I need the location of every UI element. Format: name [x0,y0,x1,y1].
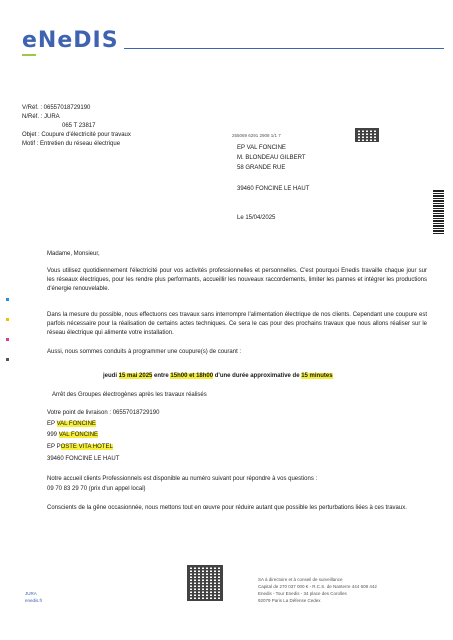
contact-phone[interactable]: 09 70 83 29 70 (prix d'un appel local) [47,486,146,492]
margin-mark-cyan [6,298,9,301]
closing-paragraph: Conscients de la gêne occasionnée, nous mettons tout en œuvre pour réduire autant que possible les perturbations liées à ces travaux. [47,505,407,511]
ref-motif: Motif : Entretien du réseau électrique [22,141,121,147]
logo-accent [22,54,36,56]
outage-schedule: jeudi 15 mai 2025 entre 15h00 et 18h00 d'une durée approximative de 15 minutes [103,373,333,379]
mail-code: 255069 6291 2908 1/1 7 [232,133,281,138]
footer-legal-1: SA à directoire et à conseil de surveillance [258,577,343,582]
ref-nref2: 065 T 23817 [62,123,96,129]
paragraph-2: Dans la mesure du possible, nous effectuons ces travaux sans interrompre l'alimentation électrique de nos clients. Cependant une coupure est parfois nécessaire pour la réalisation de certains actes techniques. Ce sera le cas pour des prochains travaux que nous allons réaliser sur le réseau électrique qui alimente votre installation. [47,312,427,336]
recipient-line-4: 39460 FONCINE LE HAUT [237,186,310,192]
footer-legal-3: Enedis - Tour Enedis - 34 place des Corolles [258,591,347,596]
delivery-line-3: EP POSTE VITA HOTEL [47,444,113,450]
ref-nref: N/Réf. : JURA [22,114,60,120]
mail-barcode [355,128,379,142]
delivery-point: Votre point de livraison : 06557018729190 [47,410,160,416]
margin-mark-black [6,358,9,361]
enedis-logo: eNeDIS [22,28,119,53]
ref-objet: Objet : Coupure d'électricité pour travaux [22,132,131,138]
side-barcode [433,190,444,234]
generator-note: Arrêt des Groupes électrogènes après les travaux réalisés [52,392,207,398]
recipient-line-1: EP VAL FONCINE [237,145,286,151]
margin-mark-magenta [6,338,9,341]
outage-duration: 15 minutes [301,373,333,379]
paragraph-3: Aussi, nous sommes conduits à programmer une coupure(s) de courant : [47,349,242,355]
contact-text: Notre accueil clients Professionnels est disponible au numéro suivant pour répondre à vos questions : [47,476,318,482]
footer-qr-code [187,565,223,601]
ref-vref: V/Réf. : 06557018729190 [22,105,91,111]
recipient-line-2: M. BLONDEAU GILBERT [237,155,306,161]
footer-legal-4: 92079 Paris La Défense Cedex [258,598,321,603]
outage-time: 15h00 et 18h00 [170,373,214,379]
delivery-line-2: 999 VAL FONCINE [47,432,99,438]
letter-date: Le 15/04/2025 [237,215,276,221]
delivery-line-4: 39460 FONCINE LE HAUT [47,456,120,462]
footer-website[interactable]: enedis.fr [25,598,43,603]
paragraph-1: Vous utilisez quotidiennement l'électricité pour vos activités professionnelles et personnelles. C'est pourquoi Enedis travaille chaque jour sur les réseaux électriques, pour les rendre plus performants, accueillir les nouveaux raccordements, limiter les pannes et intégrer les productions d'énergie renouvelable. [47,268,427,292]
margin-mark-yellow [6,318,9,321]
outage-date: 15 mai 2025 [118,373,153,379]
footer-region: JURA [25,591,37,596]
footer-legal-2: Capital de 270 037 000 € - R.C.S. de Nanterre 444 608 442 [258,584,377,589]
salutation: Madame, Monsieur, [47,251,100,257]
delivery-line-1: EP VAL FONCINE [47,421,96,427]
header-rule [124,48,444,49]
recipient-line-3: 58 GRANDE RUE [237,165,286,171]
